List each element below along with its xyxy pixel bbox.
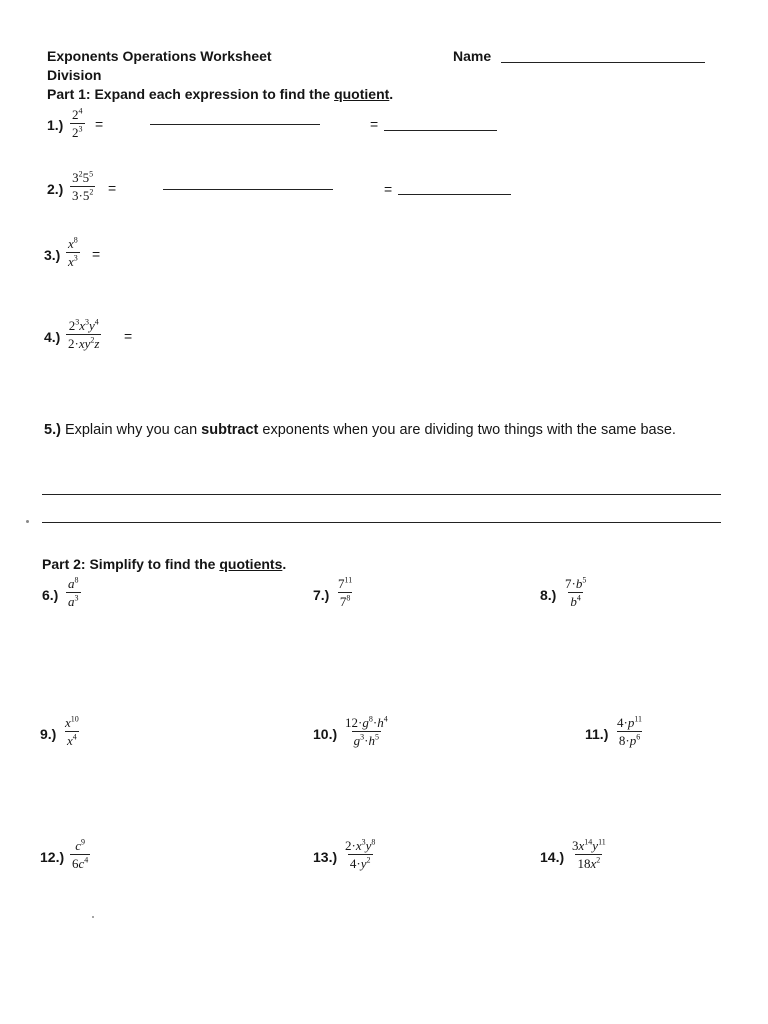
part2-heading-keyword: quotients — [219, 556, 283, 572]
problem-2-answer-line[interactable] — [398, 194, 511, 195]
problem-1-expand-line[interactable] — [150, 124, 320, 125]
question-5-answer-line-1[interactable] — [42, 494, 721, 495]
worksheet-title: Exponents Operations Worksheet — [47, 48, 272, 64]
problem-10-label: 10.) — [313, 726, 338, 742]
part2-heading-lead: Part 2: Simplify to find the — [42, 556, 220, 572]
problem-7-expression: $\frac{7^{11}}{7^8}$ — [338, 575, 353, 609]
problem-4-equals: = — [124, 328, 133, 344]
problem-6-expression: $\frac{a^8}{a^3}$ — [68, 575, 79, 609]
problem-1-label: 1.) — [47, 117, 64, 133]
problem-13-expression: $\frac{2\cdot x^3y^8}{4\cdot y^2}$ — [345, 837, 376, 871]
scan-speck — [26, 520, 29, 523]
part2-heading — [42, 555, 286, 573]
problem-4-label: 4.) — [44, 329, 61, 345]
problem-14-expression: $\frac{3x^{14}y^{11}}{18x^2}$ — [572, 837, 606, 871]
problem-6-label: 6.) — [42, 587, 59, 603]
worksheet-subtitle: Division — [47, 67, 102, 83]
part1-heading-keyword: quotient — [334, 86, 390, 102]
problem-2-equals: = — [108, 180, 117, 196]
name-label: Name — [453, 48, 492, 64]
problem-9-expression: $\frac{x^{10}}{x^4}$ — [65, 714, 79, 748]
part2-heading-end: . — [282, 556, 287, 572]
part1-heading-end: . — [389, 86, 394, 102]
problem-4-expression: $\frac{2^3x^3y^4}{2\cdot xy^2z}$ — [68, 317, 100, 351]
question-5-answer-line-2[interactable] — [42, 522, 721, 523]
problem-3-equals: = — [92, 246, 101, 262]
problem-1-equals-2: = — [370, 116, 379, 132]
scan-speck — [92, 916, 94, 918]
problem-1-expression: $\frac{2^4}{2^3}$ — [72, 106, 83, 140]
question-5-keyword: subtract — [201, 422, 259, 438]
problem-8-label: 8.) — [540, 587, 557, 603]
problem-7-label: 7.) — [313, 587, 330, 603]
part1-heading-lead: Part 1: Expand each expression to find the — [47, 86, 335, 102]
problem-12-expression: $\frac{c^9}{6c^4}$ — [72, 837, 89, 871]
problem-2-label: 2.) — [47, 181, 64, 197]
question-5-text-a: Explain why you can — [60, 422, 202, 438]
problem-1-equals: = — [95, 116, 104, 132]
question-5-label: 5.) — [44, 422, 61, 438]
question-5 — [44, 416, 734, 444]
problem-2-expression: $\frac{3^25^5}{3\cdot 5^2}$ — [72, 169, 94, 203]
problem-12-label: 12.) — [40, 849, 65, 865]
part1-heading — [47, 85, 393, 103]
problem-14-label: 14.) — [540, 849, 565, 865]
name-field-line[interactable] — [501, 62, 705, 63]
problem-2-expand-line[interactable] — [163, 189, 333, 190]
problem-2-equals-2: = — [384, 181, 393, 197]
problem-3-expression: $\frac{x^8}{x^3}$ — [68, 235, 78, 269]
problem-13-label: 13.) — [313, 849, 338, 865]
problem-8-expression: $\frac{7\cdot b^5}{b^4}$ — [565, 575, 587, 609]
problem-1-answer-line[interactable] — [384, 130, 497, 131]
problem-9-label: 9.) — [40, 726, 57, 742]
problem-3-label: 3.) — [44, 247, 61, 263]
problem-11-label: 11.) — [585, 726, 609, 742]
problem-11-expression: $\frac{4\cdot p^{11}}{8\cdot p^6}$ — [617, 714, 643, 748]
problem-10-expression: $\frac{12\cdot g^8\cdot h^4}{g^3\cdot h^5}$ — [345, 714, 388, 748]
question-5-text-b: exponents when you are dividing two things with the same base. — [258, 422, 676, 438]
